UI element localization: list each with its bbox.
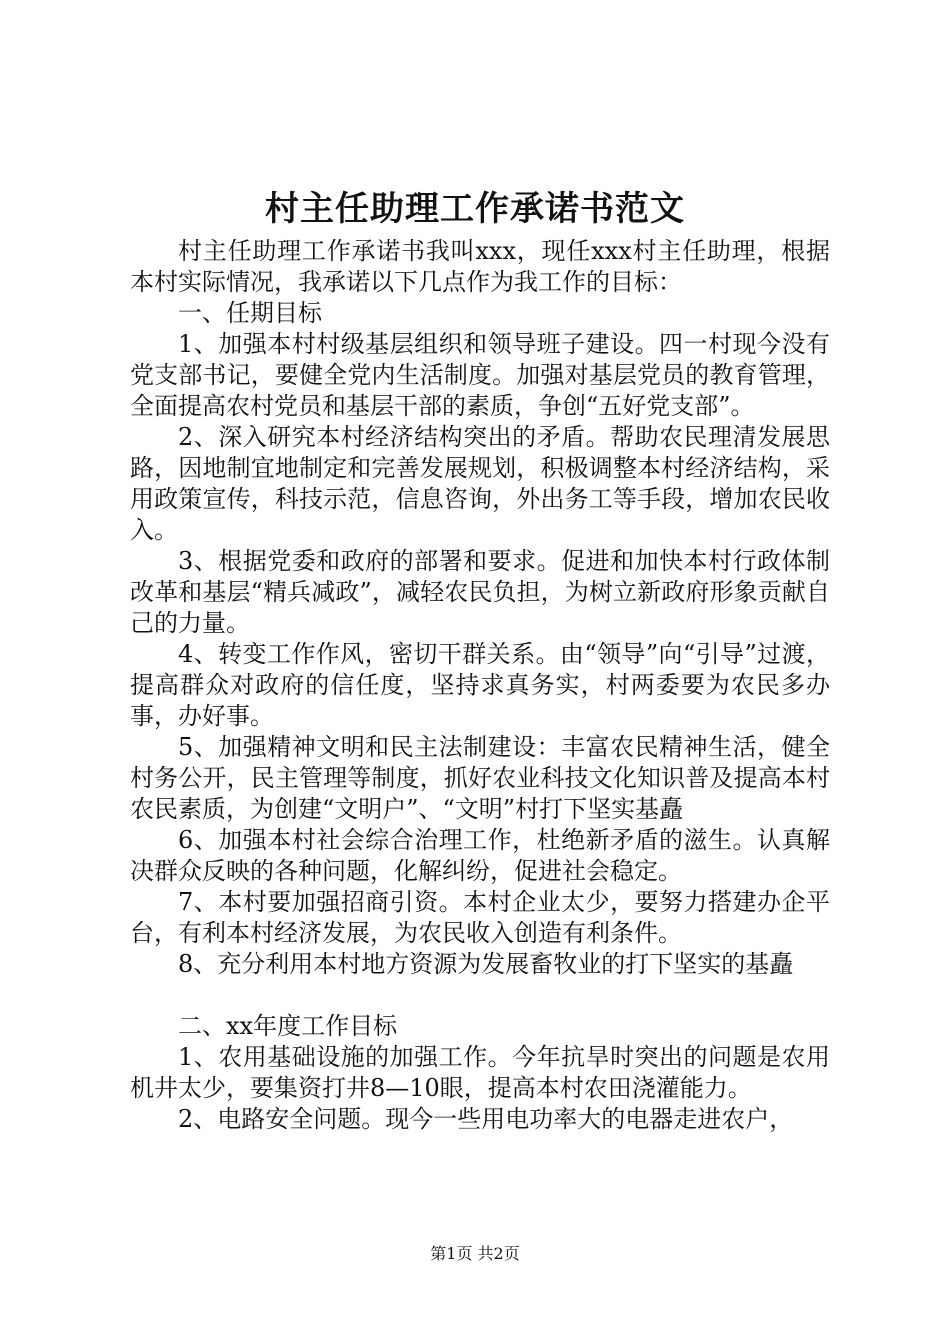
document-body [130,236,830,1135]
paragraph-annual-item-1: 1、农用基础设施的加强工作。今年抗旱时突出的问题是农用机井太少，要集资打井8—10眼，提高本村农田浇灌能力。 [130,1043,830,1102]
paragraph-item-3: 3、根据党委和政府的部署和要求。促进和加快本村行政体制改革和基层“精兵减政”，减轻农民负担，为树立新政府形象贡献自己的力量。 [130,547,830,637]
paragraph-item-2: 2、深入研究本村经济结构突出的矛盾。帮助农民理清发展思路，因地制宜地制定和完善发展规划，积极调整本村经济结构，采用政策宣传，科技示范，信息咨询，外出务工等手段，增加农民收入。 [130,423,830,544]
paragraph-annual-item-2: 2、电路安全问题。现今一些用电功率大的电器走进农户， [178,1105,794,1133]
paragraph-item-8: 8、充分利用本村地方资源为发展畜牧业的打下坚实的基矗 [178,950,794,978]
page-indicator: 第1页 共2页 [430,1244,520,1263]
paragraph-item-1: 1、加强本村村级基层组织和领导班子建设。四一村现今没有党支部书记，要健全党内生活制度。加强对基层党员的教育管理，全面提高农村党员和基层干部的素质，争创“五好党支部”。 [130,330,830,420]
paragraph-item-5: 5、加强精神文明和民主法制建设：丰富农民精神生活，健全村务公开，民主管理等制度，抓好农业科技文化知识普及提高本村农民素质，为创建“文明户”、“文明”村打下坚实基矗 [130,733,830,823]
paragraph-item-7: 7、本村要加强招商引资。本村企业太少，要努力搭建办企平台，有利本村经济发展，为农民收入创造有利条件。 [130,888,830,947]
document-title: 村主任助理工作承诺书范文 [265,189,685,229]
section-heading-term-goals: 一、任期目标 [178,299,322,327]
paragraph-item-6: 6、加强本村社会综合治理工作，杜绝新矛盾的滋生。认真解决群众反映的各种问题，化解纠纷，促进社会稳定。 [130,826,830,885]
section-heading-annual-goals: 二、xx年度工作目标 [178,1012,398,1040]
paragraph-intro: 村主任助理工作承诺书我叫xxx，现任xxx村主任助理，根据本村实际情况，我承诺以下几点作为我工作的目标： [130,237,830,296]
paragraph-item-4: 4、转变工作作风，密切干群关系。由“领导”向“引导”过渡，提高群众对政府的信任度，坚持求真务实，村两委要为农民多办事，办好事。 [130,640,830,730]
